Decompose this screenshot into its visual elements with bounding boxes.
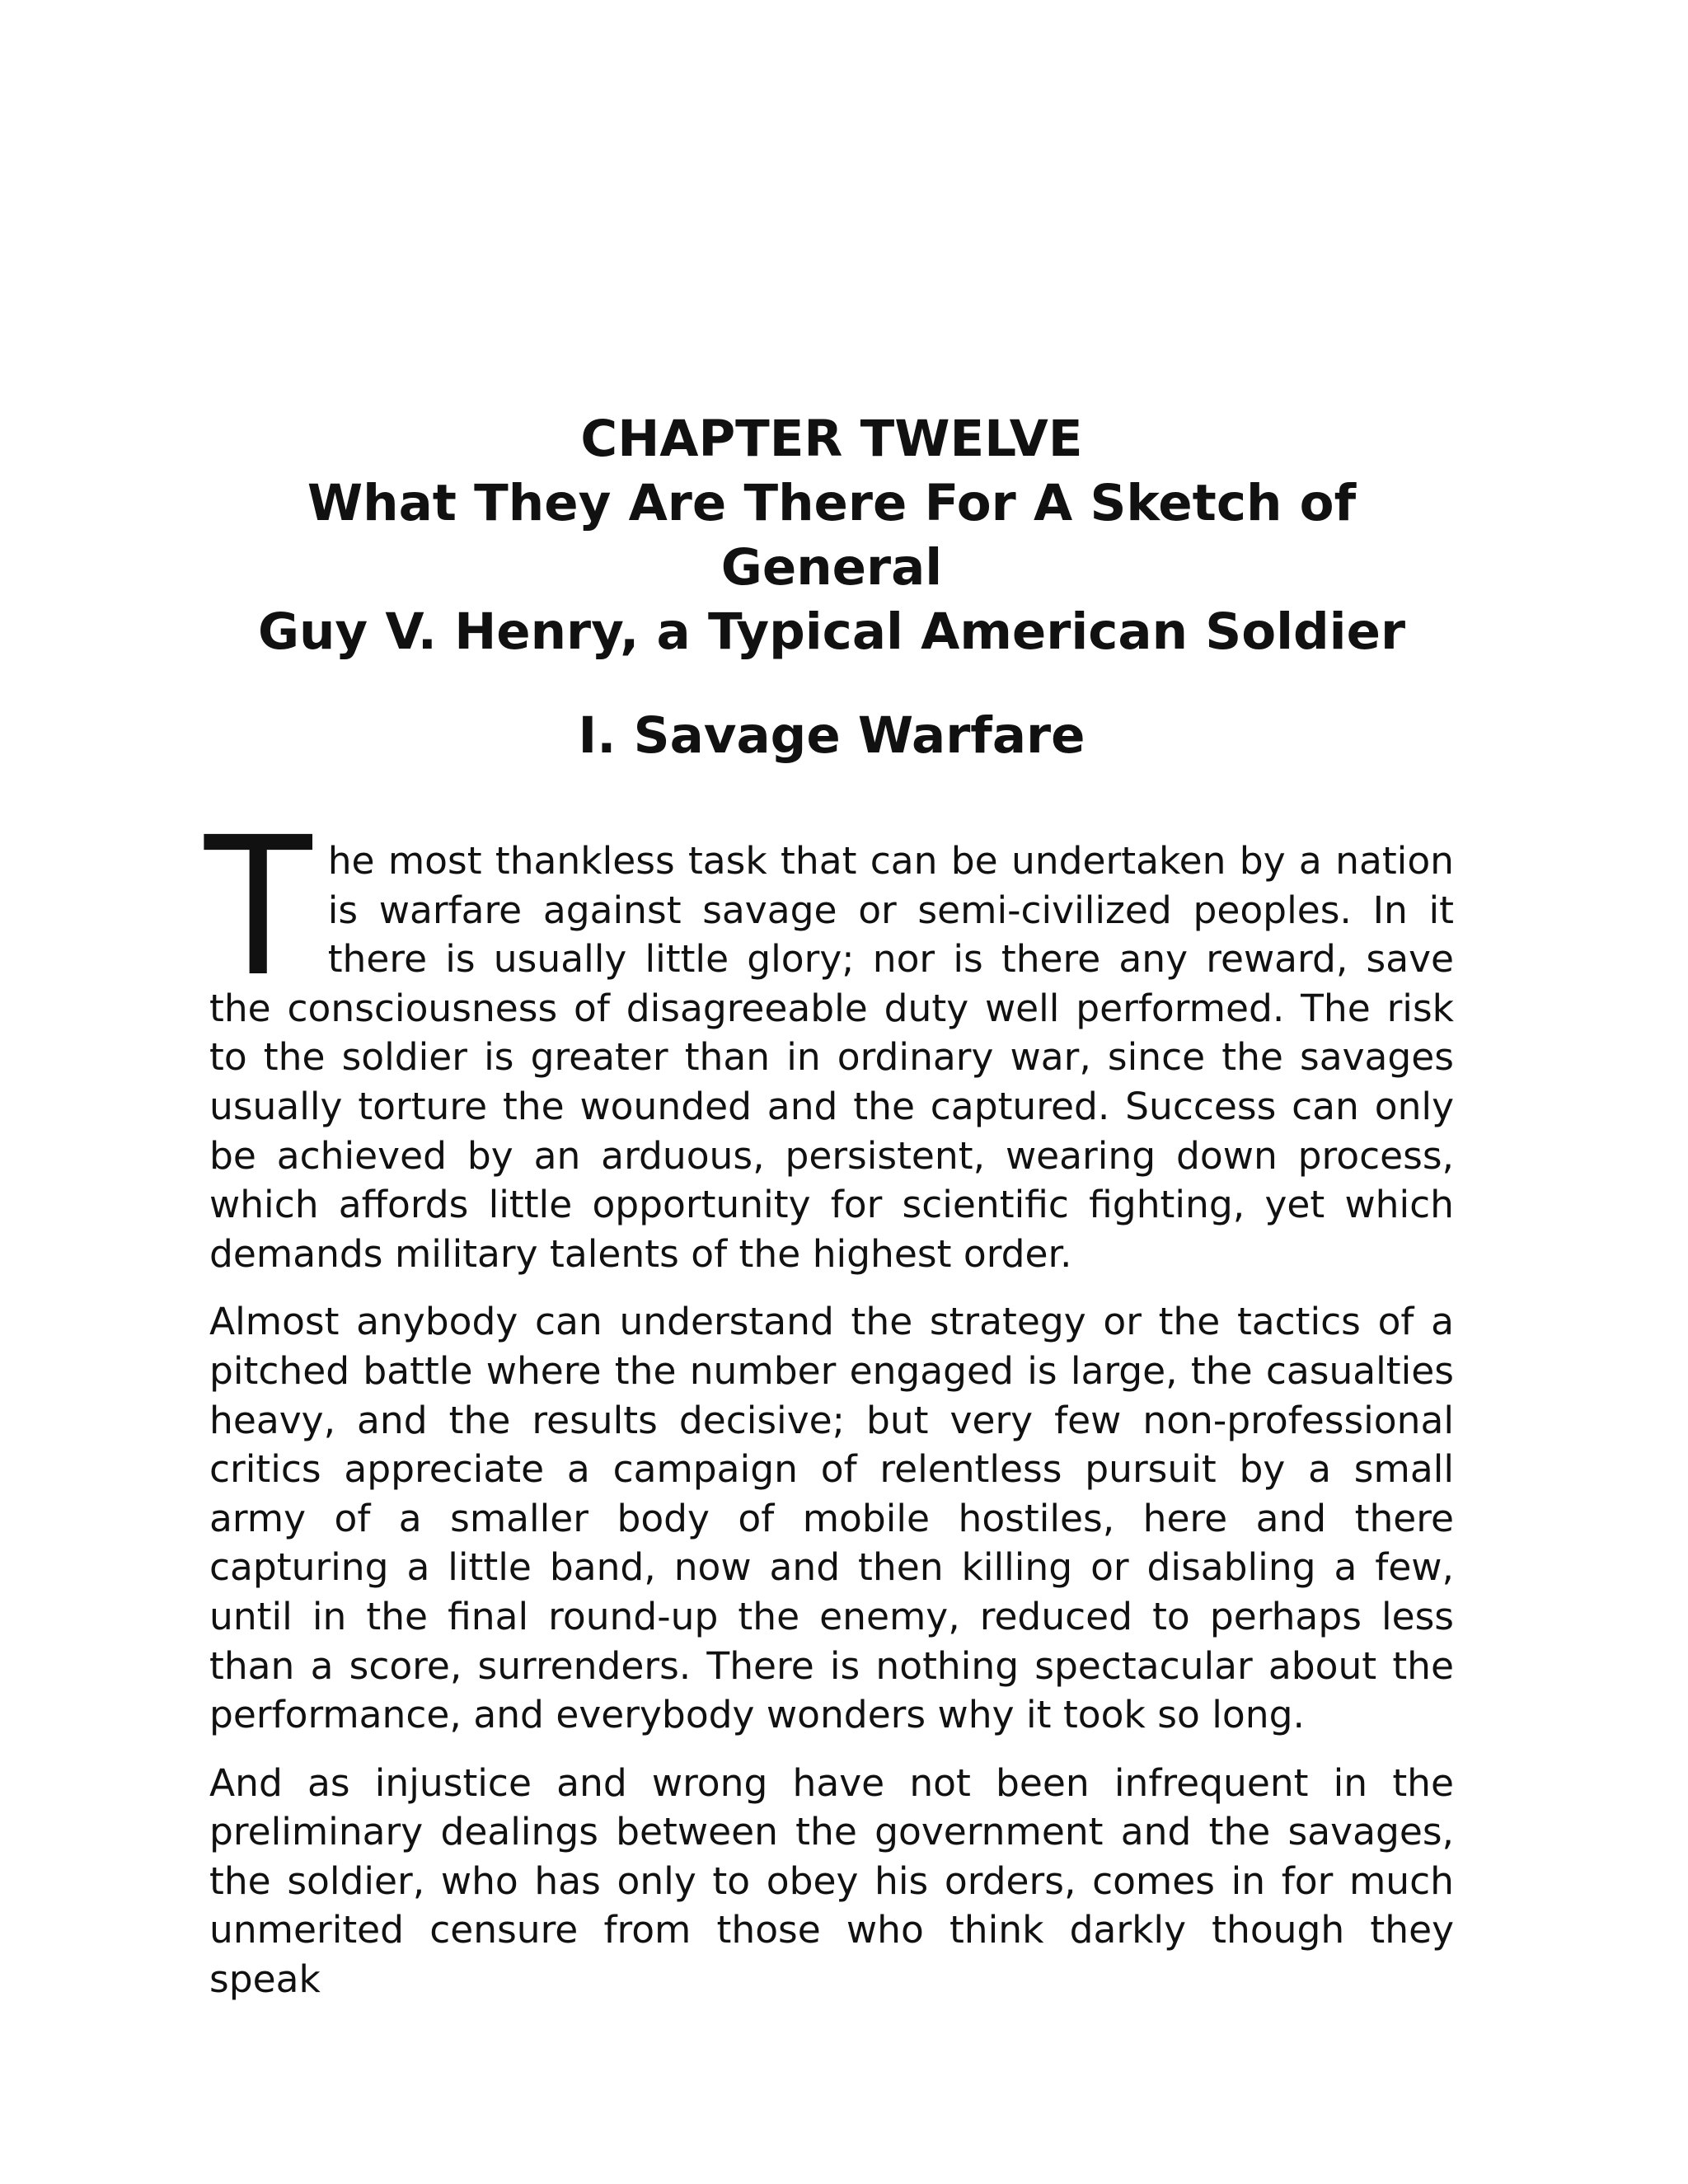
paragraph-3: And as injustice and wrong have not been infrequent in the preliminary dealings between the government and the savages, the soldier, who has only to obey his orders, comes in for much unmerited censure from those who think darkly though they speak — [209, 1760, 1454, 2002]
document-page — [204, 0, 1454, 2184]
chapter-title-line-2: Guy V. Henry, a Typical American Soldier — [257, 602, 1406, 661]
chapter-heading — [209, 407, 1454, 664]
paragraph-1-text: he most thankless task that can be undertaken by a nation is warfare against savage or semi-civilized peoples. In it there is usually little glory; nor is there any reward, save the consciousness of disagreeable duty well performed. The risk to the soldier is greater than in ordinary war, since the savages usually torture the wounded and the captured. Success can only be achieved by an arduous, persistent, wearing down process, which affords little opportunity for scientific fighting, yet which demands military talents of the highest order. — [209, 839, 1454, 1276]
chapter-title-line-1: What They Are There For A Sketch of General — [307, 474, 1357, 597]
body-text — [204, 796, 1454, 2023]
chapter-number: CHAPTER TWELVE — [580, 410, 1083, 468]
paragraph-1 — [204, 796, 1454, 1278]
paragraph-2: Almost anybody can understand the strategy or the tactics of a pitched battle where the number engaged is large, the casualties heavy, and the results decisive; but very few non-professional critics appreciate a campaign of relentless pursuit by a small army of a smaller body of mobile hostiles, here and there capturing a little band, now and then killing or disabling a few, until in the final round-up the enemy, reduced to perhaps less than a score, surrenders. There is nothing spectacular about the performance, and everybody wonders why it took so long. — [209, 1300, 1454, 1737]
drop-cap: T — [204, 796, 312, 1019]
section-heading: I. Savage Warfare — [578, 706, 1085, 765]
